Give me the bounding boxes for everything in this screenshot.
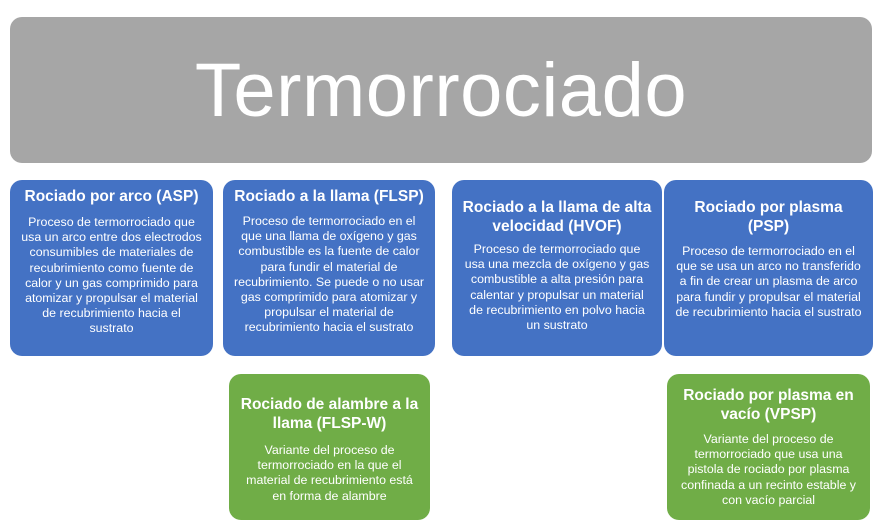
process-description-asp: Proceso de termorrociado que usa un arco entre dos electrodos consumibles de materiales de recubrimiento como fuente de calor y un gas comprimido para atomizar y propulsar el material de recubrimiento hacia el sustrato <box>21 215 202 336</box>
process-card-asp <box>10 180 213 356</box>
variant-description-vpsp: Variante del proceso de termorrociado que usa una pistola de rociado por plasma confinada a un recinto estable y con vacío parcial <box>681 432 856 507</box>
process-card-flsp <box>223 180 435 356</box>
process-title-flsp: Rociado a la llama (FLSP) <box>234 188 424 205</box>
process-title-psp: Rociado por plasma (PSP) <box>694 199 843 235</box>
variant-description-flsp-w: Variante del proceso de termorrociado en la que el material de recubrimiento está en forma de alambre <box>246 443 413 503</box>
process-card-psp <box>664 180 873 356</box>
process-title-asp: Rociado por arco (ASP) <box>24 188 199 205</box>
diagram-title: Termorrociado <box>194 47 688 133</box>
variant-card-flsp-w <box>229 374 430 520</box>
process-description-hvof: Proceso de termorrociado que usa una mezcla de oxígeno y gas combustible a alta presión para calentar y propulsar un material de recubrimiento en polvo hacia un sustrato <box>464 242 650 333</box>
variant-title-vpsp: Rociado por plasma en vacío (VPSP) <box>683 387 854 423</box>
process-title-hvof: Rociado a la llama de alta velocidad (HVOF) <box>462 199 652 235</box>
variant-title-flsp-w: Rociado de alambre a la llama (FLSP-W) <box>240 396 419 432</box>
diagram-title-box <box>10 17 872 163</box>
process-card-hvof <box>452 180 662 356</box>
process-description-flsp: Proceso de termorrociado en el que una llama de oxígeno y gas combustible es la fuente de calor para fundir el material de recubrimiento. Se puede o no usar gas comprimido para atomizar y propulsar el material de recubrimiento hacia el sustrato <box>233 214 425 335</box>
process-description-psp: Proceso de termorrociado en el que se usa un arco no transferido a fin de crear un plasma de arco para fundir y propulsar el material de recubrimiento hacia el sustrato <box>675 244 862 319</box>
variant-card-vpsp <box>667 374 870 520</box>
